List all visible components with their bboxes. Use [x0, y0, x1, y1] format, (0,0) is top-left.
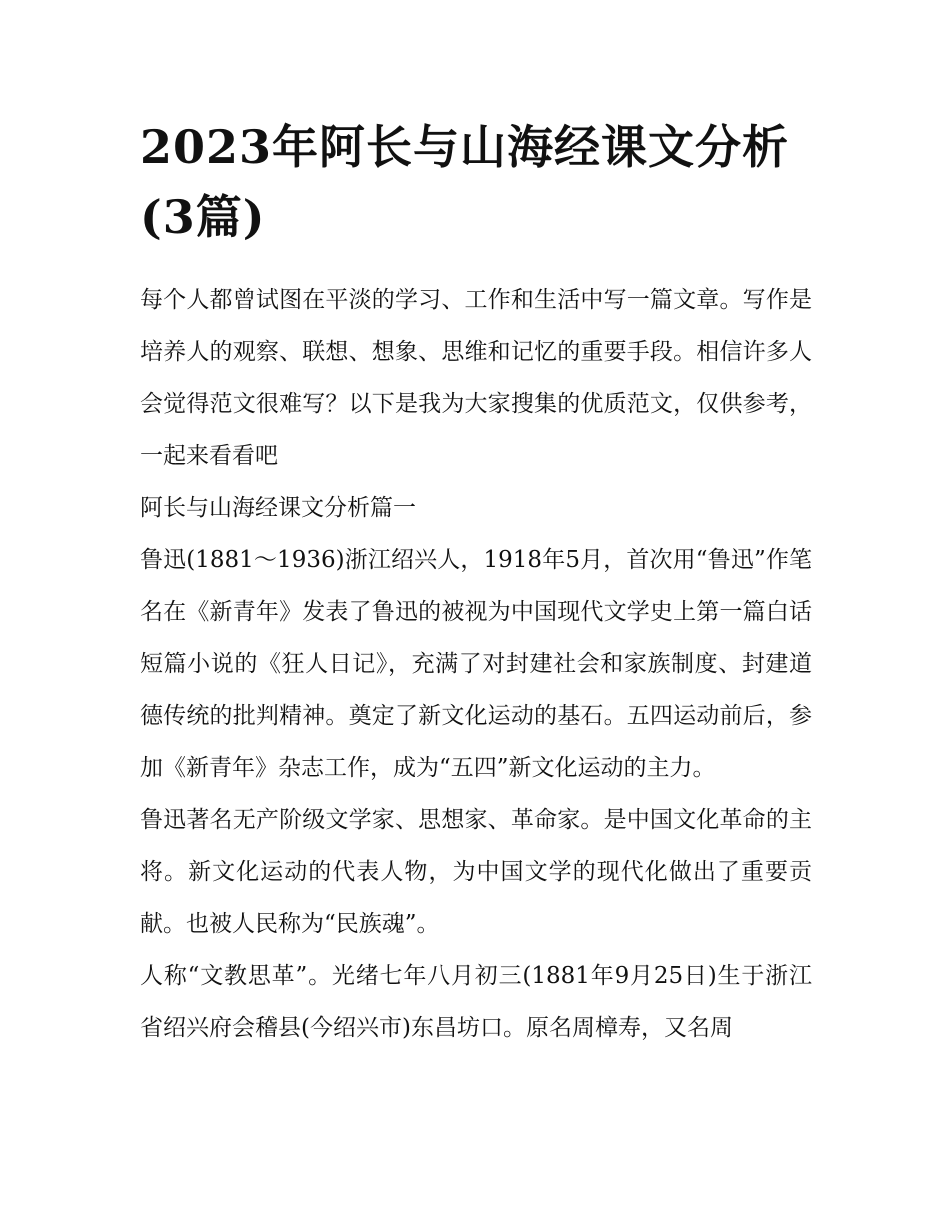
body-paragraph-1: 鲁迅(1881～1936)浙江绍兴人，1918年5月，首次用“鲁迅”作笔名在《新青年》发表了鲁迅的被视为中国现代文学史上第一篇白话短篇小说的《狂人日记》，充满了对封建社会和家族制度、封建道德传统的批判精神。奠定了新文化运动的基石。五四运动前后，参加《新青年》杂志工作，成为“五四”新文化运动的主力。	[140, 547, 812, 781]
body-paragraph-2: 鲁迅著名无产阶级文学家、思想家、革命家。是中国文化革命的主将。新文化运动的代表人物，为中国文学的现代化做出了重要贡献。也被人民称为“民族魂”。	[140, 807, 812, 937]
document-body	[140, 274, 812, 1054]
body-paragraph-3: 人称“文教思革”。光绪七年八月初三(1881年9月25日)生于浙江省绍兴府会稽县(今绍兴市)东昌坊口。原名周樟寿，又名周	[140, 963, 812, 1041]
document-content	[140, 0, 812, 1054]
section-heading: 阿长与山海经课文分析篇一	[140, 495, 416, 521]
document-title: 2023年阿长与山海经课文分析(3篇)	[140, 120, 790, 244]
intro-paragraph: 每个人都曾试图在平淡的学习、工作和生活中写一篇文章。写作是培养人的观察、联想、想象、思维和记忆的重要手段。相信许多人会觉得范文很难写？以下是我为大家搜集的优质范文，仅供参考，一起来看看吧	[140, 287, 812, 469]
